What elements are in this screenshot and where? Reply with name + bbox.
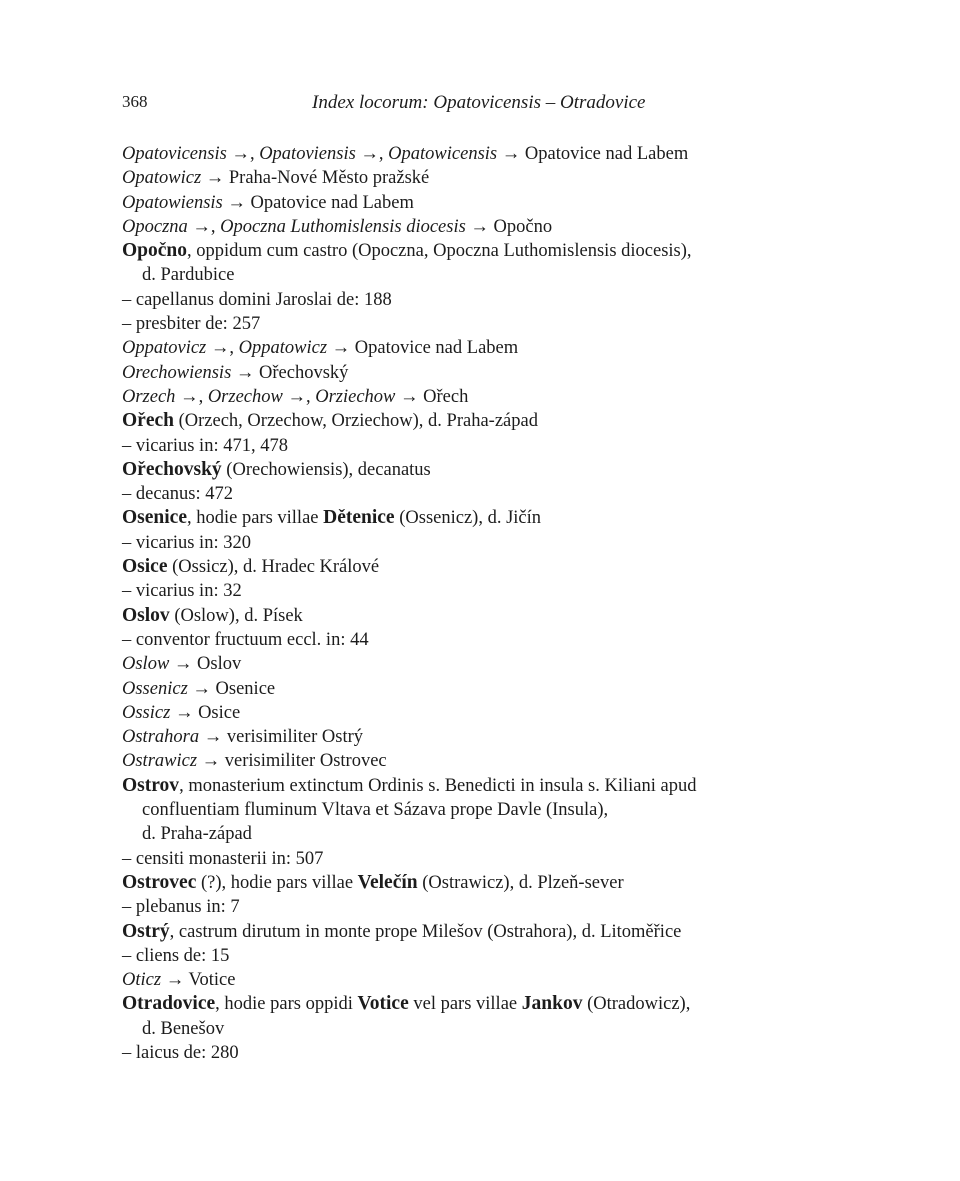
index-entry: [122, 895, 822, 919]
index-entry: [122, 215, 822, 239]
index-entry: [122, 191, 822, 215]
index-entry: [122, 288, 822, 312]
entry-text: – vicarius in: 32: [122, 581, 242, 602]
index-entry-continuation: [122, 1017, 822, 1041]
index-entry: [122, 847, 822, 871]
index-entry: [122, 652, 822, 676]
entry-text: , monasterium extinctum Ordinis s. Benedicti in insula s. Kiliani apud: [179, 775, 697, 796]
entry-text: , hodie pars oppidi: [215, 994, 358, 1015]
entry-text: – presbiter de: 257: [122, 314, 261, 335]
index-entry: [122, 749, 822, 773]
variant-form: Opatowiensis: [122, 192, 223, 213]
index-entry: [122, 482, 822, 506]
entry-text: – conventor fructuum eccl. in: 44: [122, 629, 369, 650]
index-entry: [122, 1041, 822, 1065]
variant-form: Opoczna →: [122, 216, 211, 237]
place-name: Opočno: [122, 240, 188, 262]
entry-text: confluentiam fluminum Vltava et Sázava prope Davle (Insula),: [142, 800, 609, 821]
entry-text: → Opočno: [465, 216, 553, 237]
index-entry: [122, 434, 822, 458]
entry-text: → Votice: [161, 970, 236, 991]
variant-form: Opatovicensis →: [122, 144, 250, 164]
place-name: Ořechovský: [122, 458, 222, 480]
index-entry: [122, 166, 822, 190]
entry-text: d. Benešov: [142, 1018, 225, 1039]
entry-text: ,: [210, 216, 221, 237]
entry-text: (Ossicz), d. Hradec Králové: [167, 557, 380, 578]
index-entry: [122, 992, 822, 1016]
entry-text: , castrum dirutum in monte prope Milešov (Ostrahora), d. Litoměřice: [169, 921, 682, 942]
place-name: Jankov: [521, 993, 583, 1015]
variant-form: Opatowicensis: [388, 144, 498, 164]
variant-form: Orzech →: [122, 386, 199, 407]
place-name: Votice: [357, 993, 409, 1015]
index-entry: [122, 701, 822, 725]
entry-text: , hodie pars villae: [186, 508, 324, 529]
entry-text: ,: [249, 144, 260, 164]
index-entry: [122, 968, 822, 992]
entry-text: ,: [198, 386, 208, 407]
entry-text: → Ořechovský: [231, 362, 349, 383]
place-name: Ořech: [122, 410, 174, 432]
variant-form: Ossenicz: [122, 678, 188, 699]
index-entry: [122, 531, 822, 555]
index-entry: [122, 944, 822, 968]
index-entry: [122, 506, 822, 530]
variant-form: Opoczna Luthomislensis diocesis: [220, 216, 466, 237]
place-name: Ostrov: [122, 774, 180, 796]
place-name: Osice: [122, 556, 168, 578]
entry-text: → Opatovice nad Labem: [222, 192, 414, 213]
index-entry: [122, 555, 822, 579]
entry-text: – vicarius in: 320: [122, 532, 251, 553]
index-entry: [122, 385, 822, 409]
entry-text: d. Praha-západ: [142, 824, 252, 845]
variant-form: Opatoviensis →: [259, 144, 379, 164]
entry-text: (Oslow), d. Písek: [169, 605, 303, 626]
entry-text: (?), hodie pars villae: [196, 872, 358, 893]
index-entry: [122, 458, 822, 482]
index-entry: [122, 336, 822, 360]
index-entry: [122, 871, 822, 895]
index-entry: [122, 725, 822, 749]
entry-text: (Orechowiensis), decanatus: [221, 459, 431, 480]
entry-text: (Ossenicz), d. Jičín: [394, 508, 542, 529]
entry-text: → Ořech: [395, 386, 469, 407]
entry-text: → Oslov: [169, 654, 242, 675]
page-number: 368: [122, 92, 148, 111]
entry-text: ,: [378, 144, 389, 164]
entry-text: ,: [229, 338, 239, 359]
entry-text: – plebanus in: 7: [122, 897, 240, 918]
entry-text: → verisimiliter Ostrý: [199, 727, 364, 748]
variant-form: Ostrahora: [122, 727, 200, 748]
entry-text: → Osice: [170, 702, 241, 723]
place-name: Velečín: [357, 871, 418, 893]
index-entry: [122, 920, 822, 944]
place-name: Dětenice: [323, 507, 395, 529]
variant-form: Oticz: [122, 970, 162, 991]
variant-form: Oppatovicz →: [122, 338, 230, 359]
entry-text: → Opatovice nad Labem: [327, 338, 519, 359]
entry-text: – vicarius in: 471, 478: [122, 435, 288, 456]
entry-text: – censiti monasterii in: 507: [122, 848, 324, 869]
entry-text: → Opatovice nad Labem: [497, 144, 689, 164]
index-entry: [122, 579, 822, 603]
place-name: Ostrý: [122, 920, 170, 942]
entry-text: – laicus de: 280: [122, 1042, 239, 1063]
place-name: Ostrovec: [122, 871, 197, 893]
entry-text: – decanus: 472: [122, 484, 233, 505]
index-entry: [122, 142, 822, 166]
index-entry: [122, 239, 822, 263]
entry-text: – capellanus domini Jaroslai de: 188: [122, 289, 392, 310]
entry-text: (Otradowicz),: [582, 994, 691, 1015]
index-entry-continuation: [122, 263, 822, 287]
variant-form: Ostrawicz: [122, 751, 198, 772]
place-name: Osenice: [122, 507, 187, 529]
index-entry: [122, 361, 822, 385]
variant-form: Orziechow: [315, 386, 396, 407]
variant-form: Orzechow →: [207, 386, 306, 407]
index-entry: [122, 628, 822, 652]
index-entries: [122, 142, 822, 1065]
place-name: Otradovice: [122, 993, 216, 1015]
entry-text: , oppidum cum castro (Opoczna, Opoczna Luthomislensis diocesis),: [187, 241, 692, 262]
variant-form: Orechowiensis: [122, 362, 232, 383]
variant-form: Opatowicz: [122, 168, 202, 189]
entry-text: → Praha-Nové Město pražské: [201, 168, 430, 189]
index-entry: [122, 409, 822, 433]
running-head: Index locorum: Opatovicensis – Otradovice: [312, 92, 646, 113]
entry-text: → Osenice: [187, 678, 276, 699]
entry-text: ,: [305, 386, 316, 407]
index-entry: [122, 774, 822, 798]
entry-text: vel pars villae: [408, 994, 522, 1015]
variant-form: Oslow: [122, 654, 170, 675]
entry-text: – cliens de: 15: [122, 945, 230, 966]
variant-form: Ossicz: [122, 702, 171, 723]
entry-text: d. Pardubice: [142, 265, 235, 286]
entry-text: → verisimiliter Ostrovec: [197, 751, 387, 772]
index-entry-continuation: [122, 822, 822, 846]
entry-text: (Ostrawicz), d. Plzeň-sever: [417, 872, 624, 893]
index-entry: [122, 312, 822, 336]
variant-form: Oppatowicz: [238, 338, 328, 359]
index-entry: [122, 604, 822, 628]
entry-text: (Orzech, Orzechow, Orziechow), d. Praha-západ: [173, 411, 538, 432]
index-entry: [122, 677, 822, 701]
place-name: Oslov: [122, 604, 170, 626]
index-entry-continuation: [122, 798, 822, 822]
